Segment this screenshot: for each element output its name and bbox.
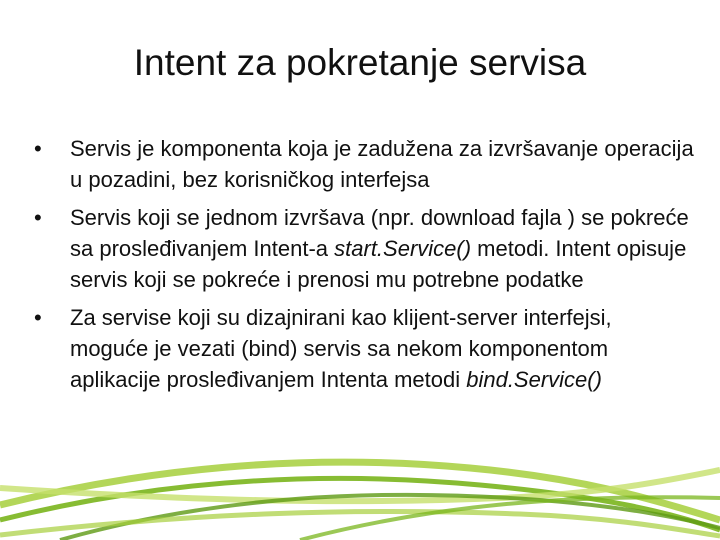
slide-title: Intent za pokretanje servisa: [133, 42, 587, 83]
bullet-icon: •: [34, 136, 42, 161]
bullet-item: [34, 202, 694, 295]
bullet-text-continued: metodi. Intent opisuje servis koji se pokreće i prenosi mu potrebne podatke: [70, 236, 687, 292]
method-name: bind.Service(): [466, 367, 602, 392]
bullet-item: [34, 302, 694, 395]
bullet-item: [34, 133, 694, 195]
method-name: start.Service(): [334, 236, 472, 261]
bullet-icon: •: [34, 205, 42, 230]
bullet-icon: •: [34, 305, 42, 330]
bullet-list: [34, 133, 694, 402]
bullet-text: Servis koji se jednom izvršava (npr. download fajla ) se pokreće sa prosleđivanjem Intent-a: [70, 205, 689, 261]
bullet-text: Za servise koji su dizajnirani kao klijent-server interfejsi, moguće je vezati (bind) servis sa nekom komponentom aplikacije prosleđivanjem Intenta metodi: [70, 305, 612, 392]
bullet-text: Servis je komponenta koja je zadužena za izvršavanje operacija u pozadini, bez korisničkog interfejsa: [70, 136, 694, 192]
